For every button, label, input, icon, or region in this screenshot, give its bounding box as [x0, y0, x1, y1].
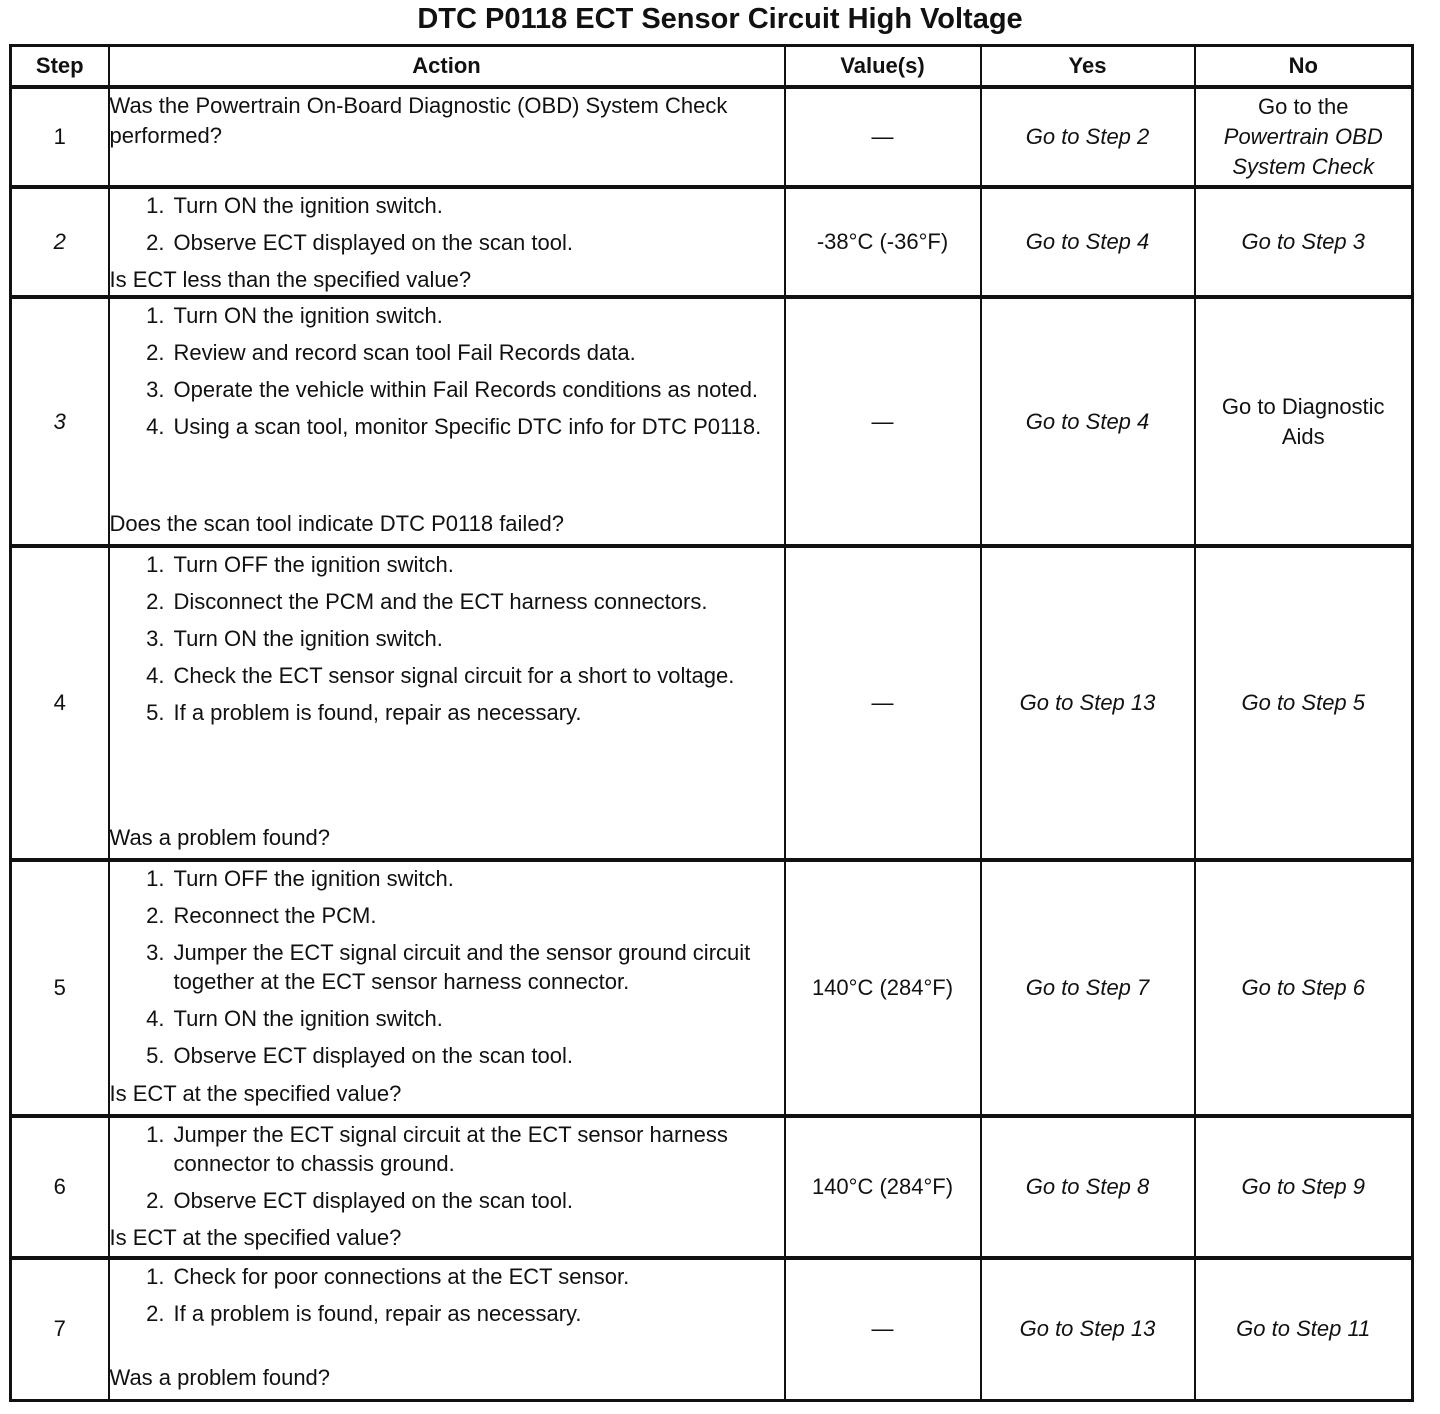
- yes-goto-link[interactable]: Go to Step 7: [1025, 975, 1150, 1000]
- action-step-text: Observe ECT displayed on the scan tool.: [173, 1188, 573, 1213]
- action-step-text: Turn OFF the ignition switch.: [173, 866, 454, 891]
- action-cell: [109, 1258, 785, 1400]
- action-step-item: [110, 1262, 784, 1291]
- table-row: [11, 546, 1413, 860]
- yes-cell: [981, 1258, 1195, 1400]
- value-cell: —: [785, 297, 981, 546]
- step-number: 6: [11, 1116, 109, 1258]
- action-content: [110, 301, 784, 542]
- yes-goto-link[interactable]: Go to Step 13: [1019, 1316, 1156, 1342]
- step-number: 1: [11, 87, 109, 187]
- no-goto-link[interactable]: Go to Step 3: [1241, 229, 1366, 254]
- action-step-number: 3.: [146, 377, 165, 402]
- action-step-item: [110, 375, 784, 404]
- yes-cell: [981, 187, 1195, 297]
- table-row: [11, 187, 1413, 297]
- action-question: Was a problem found?: [109, 1365, 331, 1391]
- action-steps-list: [110, 550, 784, 735]
- action-content: [110, 550, 784, 856]
- action-step-number: 2.: [146, 1301, 165, 1327]
- action-cell: [109, 1116, 785, 1258]
- table-row: [11, 1116, 1413, 1258]
- header-step: Step: [11, 46, 109, 88]
- action-content: [110, 1120, 784, 1254]
- action-step-text: Operate the vehicle within Fail Records conditions as noted.: [173, 377, 759, 402]
- action-step-text: Using a scan tool, monitor Specific DTC info for DTC P0118.: [173, 414, 762, 439]
- no-cell: [1195, 1116, 1413, 1258]
- action-step-text: Review and record scan tool Fail Records data.: [173, 340, 636, 365]
- action-content: [110, 91, 784, 183]
- action-question: Is ECT at the specified value?: [109, 1081, 402, 1106]
- no-goto-link[interactable]: Go to Step 11: [1236, 1316, 1371, 1342]
- action-step-number: 1.: [146, 1264, 165, 1290]
- action-step-item: [110, 661, 784, 690]
- yes-cell: [981, 297, 1195, 546]
- action-cell: [109, 187, 785, 297]
- action-step-text: Turn ON the ignition switch.: [173, 626, 443, 651]
- no-cell: [1195, 297, 1413, 546]
- action-question: Was a problem found?: [109, 825, 331, 850]
- yes-goto-link[interactable]: Go to Step 4: [1025, 408, 1150, 434]
- action-step-item: [110, 228, 784, 257]
- action-step-number: 2.: [146, 340, 165, 365]
- table-body: [11, 87, 1413, 1400]
- table-row: [11, 297, 1413, 546]
- action-step-text: Turn ON the ignition switch.: [173, 1006, 443, 1031]
- action-step-text: Observe ECT displayed on the scan tool.: [173, 230, 573, 255]
- action-step-number: 1.: [146, 303, 165, 328]
- no-cell: [1195, 546, 1413, 860]
- action-steps-list: [110, 1120, 784, 1223]
- step-number: 3: [11, 297, 109, 546]
- yes-goto-link[interactable]: Go to Step 2: [1025, 124, 1150, 149]
- action-step-number: 2.: [146, 230, 165, 255]
- action-step-number: 4.: [146, 1006, 165, 1031]
- value-cell: —: [785, 546, 981, 860]
- action-step-item: [110, 864, 784, 893]
- action-step-text: If a problem is found, repair as necessary.: [173, 1301, 582, 1327]
- action-step-text: Check for poor connections at the ECT sensor.: [173, 1264, 630, 1290]
- action-step-number: 1.: [146, 193, 165, 218]
- action-step-number: 5.: [146, 1043, 165, 1068]
- table-row: [11, 87, 1413, 187]
- action-step-item: [110, 1041, 784, 1070]
- step-number: 7: [11, 1258, 109, 1400]
- yes-cell: [981, 546, 1195, 860]
- action-step-item: [110, 338, 784, 367]
- action-step-text: Turn OFF the ignition switch.: [173, 552, 454, 577]
- header-action: Action: [109, 46, 785, 88]
- value-cell: -38°C (-36°F): [785, 187, 981, 297]
- action-cell: [109, 546, 785, 860]
- value-cell: —: [785, 87, 981, 187]
- no-cell: [1195, 87, 1413, 187]
- action-step-number: 2.: [146, 903, 165, 928]
- action-content: [110, 864, 784, 1112]
- yes-cell: [981, 1116, 1195, 1258]
- header-yes: Yes: [981, 46, 1195, 88]
- action-step-item: [110, 301, 784, 330]
- no-cell: [1195, 1258, 1413, 1400]
- header-no: No: [1195, 46, 1413, 88]
- action-cell: [109, 87, 785, 187]
- action-step-item: [110, 938, 784, 996]
- yes-cell: [981, 87, 1195, 187]
- action-step-number: 1.: [146, 1122, 165, 1147]
- action-step-item: [110, 1186, 784, 1215]
- value-cell: 140°C (284°F): [785, 860, 981, 1116]
- action-step-item: [110, 587, 784, 616]
- action-step-text: Reconnect the PCM.: [173, 903, 377, 928]
- action-step-number: 2.: [146, 1188, 165, 1213]
- table-header-row: [11, 46, 1413, 88]
- action-step-item: [110, 1004, 784, 1033]
- page-title: DTC P0118 ECT Sensor Circuit High Voltage: [417, 3, 1023, 35]
- action-question: Is ECT less than the specified value?: [109, 267, 472, 292]
- action-step-item: [110, 412, 784, 441]
- action-cell: [109, 297, 785, 546]
- yes-cell: [981, 860, 1195, 1116]
- step-number: 5: [11, 860, 109, 1116]
- action-step-text: Jumper the ECT signal circuit at the ECT sensor harness connector to chassis ground.: [173, 1122, 728, 1176]
- yes-goto-link[interactable]: Go to Step 8: [1025, 1174, 1150, 1199]
- yes-goto-link[interactable]: Go to Step 4: [1025, 229, 1150, 254]
- no-goto-link[interactable]: Go to Step 6: [1241, 975, 1366, 1000]
- no-goto-link[interactable]: Go to Step 5: [1241, 690, 1366, 715]
- action-steps-list: [110, 864, 784, 1078]
- no-goto-link[interactable]: Go to Step 9: [1241, 1174, 1366, 1199]
- action-step-number: 4.: [146, 663, 165, 688]
- action-question: Is ECT at the specified value?: [109, 1225, 402, 1250]
- action-question: Does the scan tool indicate DTC P0118 failed?: [109, 511, 565, 536]
- action-step-number: 2.: [146, 589, 165, 614]
- no-goto-link[interactable]: Powertrain OBD System Check: [1223, 124, 1383, 179]
- diagnostic-table: [9, 44, 1414, 1402]
- step-number: 4: [11, 546, 109, 860]
- value-cell: 140°C (284°F): [785, 1116, 981, 1258]
- action-steps-list: [110, 301, 784, 449]
- action-step-text: Check the ECT sensor signal circuit for a short to voltage.: [173, 663, 735, 688]
- table-row: [11, 1258, 1413, 1400]
- action-step-number: 4.: [146, 414, 165, 439]
- value-cell: —: [785, 1258, 981, 1400]
- action-step-text: If a problem is found, repair as necessary.: [173, 700, 582, 725]
- action-step-text: Jumper the ECT signal circuit and the sensor ground circuit together at the ECT sensor harness connector.: [173, 940, 751, 994]
- action-step-item: [110, 624, 784, 653]
- action-step-text: Turn ON the ignition switch.: [173, 303, 443, 328]
- action-content: [110, 191, 784, 293]
- no-cell: [1195, 187, 1413, 297]
- table-row: [11, 860, 1413, 1116]
- action-step-item: [110, 1299, 784, 1328]
- action-step-number: 3.: [146, 940, 165, 965]
- action-step-item: [110, 901, 784, 930]
- header-values: Value(s): [785, 46, 981, 88]
- action-steps-list: [110, 1262, 784, 1336]
- action-step-text: Observe ECT displayed on the scan tool.: [173, 1043, 573, 1068]
- no-goto-text[interactable]: Go to Diagnostic Aids: [1221, 393, 1385, 449]
- no-goto-text[interactable]: Go to the: [1257, 94, 1349, 119]
- action-step-number: 5.: [146, 700, 165, 725]
- action-step-number: 1.: [146, 866, 165, 891]
- action-step-number: 1.: [146, 552, 165, 577]
- action-steps-list: [110, 191, 784, 265]
- action-step-item: [110, 550, 784, 579]
- action-step-item: [110, 698, 784, 727]
- yes-goto-link[interactable]: Go to Step 13: [1019, 690, 1156, 715]
- action-step-item: [110, 191, 784, 220]
- action-step-number: 3.: [146, 626, 165, 651]
- no-cell: [1195, 860, 1413, 1116]
- action-text: Was the Powertrain On-Board Diagnostic (OBD) System Check performed?: [109, 93, 728, 148]
- action-step-text: Turn ON the ignition switch.: [173, 193, 443, 218]
- action-content: [110, 1262, 784, 1396]
- step-number: 2: [11, 187, 109, 297]
- action-step-item: [110, 1120, 784, 1178]
- action-cell: [109, 860, 785, 1116]
- action-step-text: Disconnect the PCM and the ECT harness connectors.: [173, 589, 708, 614]
